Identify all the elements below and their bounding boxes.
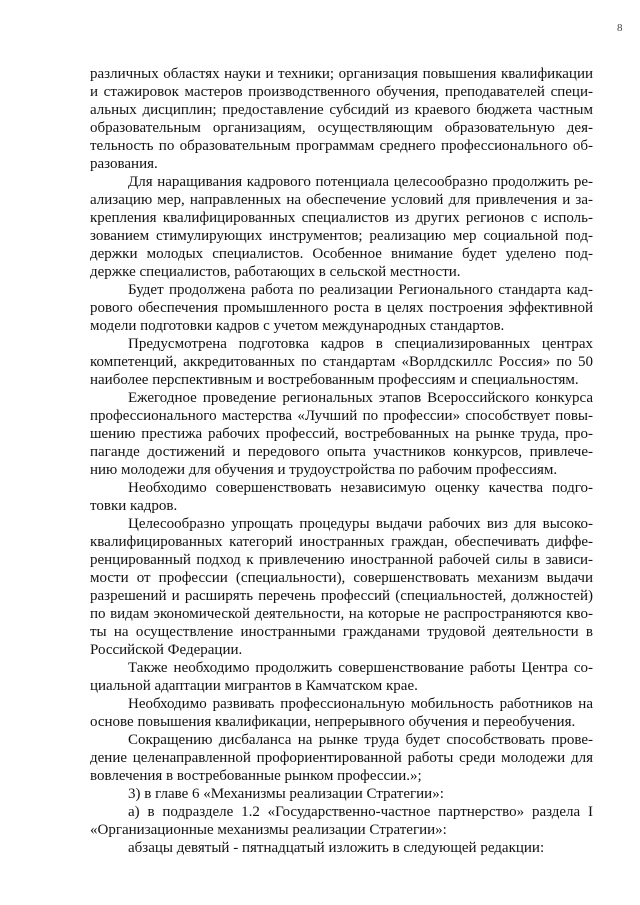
text-line: компетенций, аккредитованных по стандартам «Ворлдскиллс Россия» по 50 (90, 354, 593, 370)
text-line: абзацы девятый - пятнадцатый изложить в следующей редакции: (128, 840, 545, 856)
text-line: держке специалистов, работающих в сельской местности. (90, 264, 461, 280)
text-line: рового обеспечения промышленного роста в целях построения эффективной (90, 300, 593, 316)
text-line: нию молодежи для обучения и трудоустройства по рабочим профессиям. (90, 462, 558, 478)
text-line: ренцированный подход к привлечению иностранной рабочей силы в зависи- (90, 552, 593, 568)
text-line: 3) в главе 6 «Механизмы реализации Стратегии»: (128, 786, 444, 802)
text-line: ализацию мер, направленных на обеспечение условий для привлечения и за- (90, 192, 593, 208)
page-corner-mark: 8 (617, 22, 623, 34)
text-line: модели подготовки кадров с учетом международных стандартов. (90, 318, 505, 334)
text-line: крепления квалифицированных специалистов из других регионов с исполь- (90, 210, 593, 226)
text-line: Целесообразно упрощать процедуры выдачи рабочих виз для высоко- (128, 516, 593, 532)
text-line: Необходимо развивать профессиональную мобильность работников на (128, 696, 593, 712)
text-line: держки молодых специалистов. Особенное внимание будет уделено под- (90, 246, 593, 262)
text-line: квалифицированных категорий иностранных граждан, обеспечивать диффе- (90, 534, 593, 550)
text-line: основе повышения квалификации, непрерывного обучения и переобучения. (90, 714, 576, 730)
text-line: тельность по образовательным программам среднего профессионального об- (90, 138, 593, 154)
text-line: Ежегодное проведение региональных этапов Всероссийского конкурса (128, 390, 593, 406)
text-line: мости от профессии (специальности), совершенствовать механизм выдачи (90, 570, 593, 586)
text-line: ты на осуществление иностранными гражданами трудовой деятельности в (90, 624, 593, 640)
text-line: товки кадров. (90, 498, 178, 514)
text-line: Российской Федерации. (90, 642, 243, 658)
text-line: зованием стимулирующих инструментов; реализацию мер социальной под- (90, 228, 593, 244)
text-line: паганде достижений и передового опыта участников конкурсов, привлече- (90, 444, 593, 460)
text-line: профессионального мастерства «Лучший по профессии» способствует повы- (90, 408, 593, 424)
text-line: циальной адаптации мигрантов в Камчатском крае. (90, 678, 418, 694)
text-line: наиболее перспективным и востребованным профессиям и специальностям. (90, 372, 579, 388)
text-line: и стажировок мастеров производственного обучения, преподавателей специ- (90, 84, 593, 100)
text-line: различных областях науки и техники; организация повышения квалификации (90, 66, 593, 82)
text-line: шению престижа рабочих профессий, востребованных на рынке труда, про- (90, 426, 593, 442)
text-line: Будет продолжена работа по реализации Регионального стандарта кад- (128, 282, 593, 298)
text-line: разрешений и расширять перечень профессий (специальностей, должностей) (90, 588, 593, 604)
text-line: Для наращивания кадрового потенциала целесообразно продолжить ре- (128, 174, 593, 190)
text-line: альных дисциплин; предоставление субсидий из краевого бюджета частным (90, 102, 593, 118)
text-line: Сокращению дисбаланса на рынке труда будет способствовать прове- (128, 732, 593, 748)
text-line: образовательным организациям, осуществляющим образовательную дея- (90, 120, 593, 136)
text-line: дение целенаправленной профориентированной работы среди молодежи для (90, 750, 593, 766)
text-line: вовлечения в востребованные рынком профессии.»; (90, 768, 422, 784)
text-line: Предусмотрена подготовка кадров в специализированных центрах (128, 336, 593, 352)
text-line: по видам экономической деятельности, на которые не распространяются кво- (90, 606, 593, 622)
text-line: а) в подразделе 1.2 «Государственно-частное партнерство» раздела I (128, 804, 593, 820)
text-line: Также необходимо продолжить совершенствование работы Центра со- (128, 660, 593, 676)
text-line: Необходимо совершенствовать независимую оценку качества подго- (128, 480, 593, 496)
text-line: разования. (90, 156, 158, 172)
text-line: «Организационные механизмы реализации Стратегии»: (90, 822, 447, 838)
